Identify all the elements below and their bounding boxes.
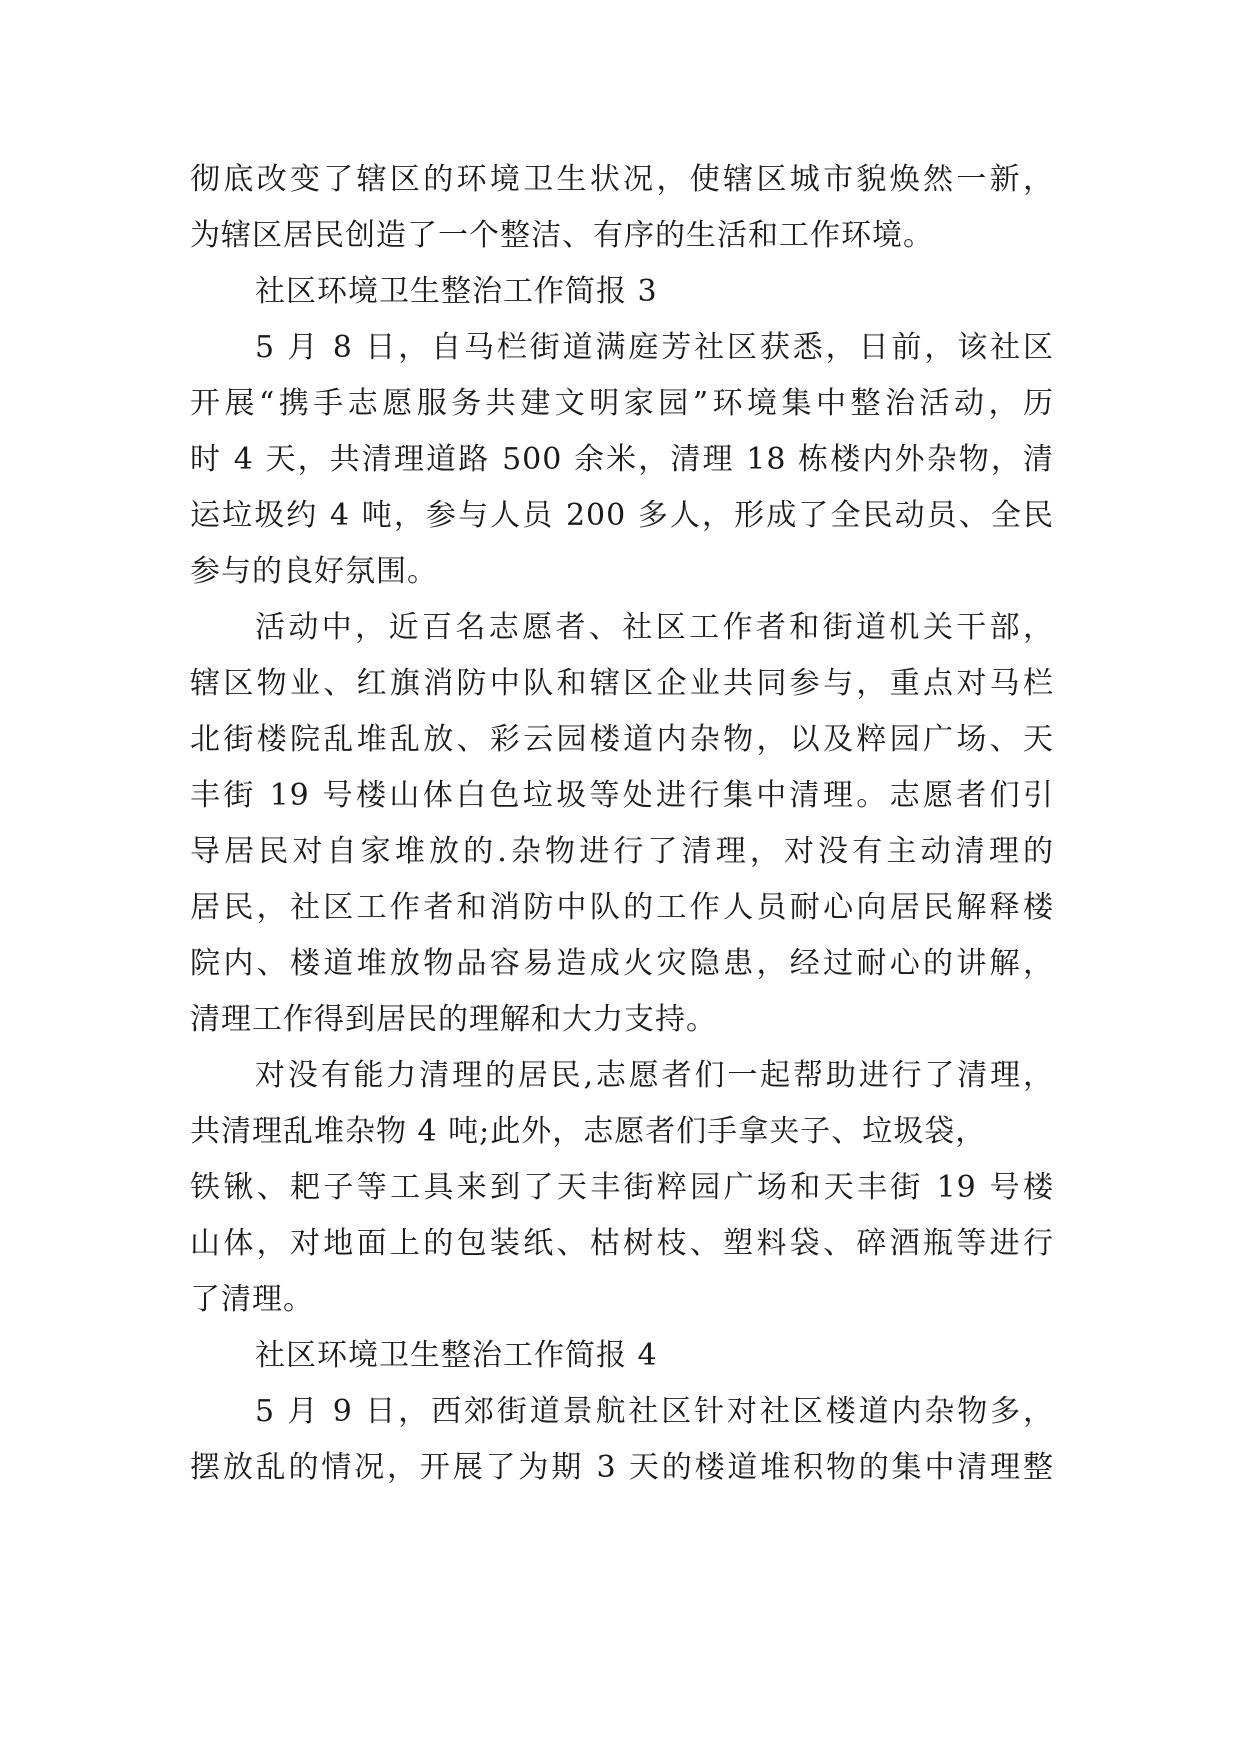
text-line: 山体，对地面上的包装纸、枯树枝、塑料袋、碎酒瓶等进行 bbox=[190, 1226, 1054, 1261]
text-line: 5 月 8 日，自马栏街道满庭芳社区获悉，日前，该社区 bbox=[255, 330, 1054, 365]
section-heading: 社区环境卫生整治工作简报 3 bbox=[255, 274, 658, 309]
text-line: 活动中，近百名志愿者、社区工作者和街道机关干部， bbox=[255, 610, 1054, 645]
text-line: 辖区物业、红旗消防中队和辖区企业共同参与，重点对马栏 bbox=[190, 666, 1054, 701]
text-line: 院内、楼道堆放物品容易造成火灾隐患，经过耐心的讲解， bbox=[190, 946, 1054, 981]
text-line: 参与的良好氛围。 bbox=[190, 554, 438, 589]
text-line: 共清理乱堆杂物 4 吨;此外，志愿者们手拿夹子、垃圾袋， bbox=[190, 1114, 987, 1149]
text-line: 对没有能力清理的居民,志愿者们一起帮助进行了清理， bbox=[255, 1058, 1054, 1093]
text-line: 为辖区居民创造了一个整洁、有序的生活和工作环境。 bbox=[190, 218, 934, 253]
text-line: 运垃圾约 4 吨，参与人员 200 多人，形成了全民动员、全民 bbox=[190, 498, 1054, 533]
text-line: 北街楼院乱堆乱放、彩云园楼道内杂物，以及粹园广场、天 bbox=[190, 722, 1054, 757]
text-line: 丰街 19 号楼山体白色垃圾等处进行集中清理。志愿者们引 bbox=[190, 778, 1054, 813]
section-heading: 社区环境卫生整治工作简报 4 bbox=[255, 1338, 658, 1373]
text-line: 了清理。 bbox=[190, 1282, 314, 1317]
text-line: 时 4 天，共清理道路 500 余米，清理 18 栋楼内外杂物，清 bbox=[190, 442, 1054, 477]
text-line: 清理工作得到居民的理解和大力支持。 bbox=[190, 1002, 717, 1037]
text-line: 导居民对自家堆放的.杂物进行了清理，对没有主动清理的 bbox=[190, 834, 1054, 869]
text-line: 5 月 9 日，西郊街道景航社区针对社区楼道内杂物多， bbox=[255, 1394, 1054, 1429]
text-line: 开展“携手志愿服务共建文明家园”环境集中整治活动，历 bbox=[190, 386, 1054, 421]
text-line: 彻底改变了辖区的环境卫生状况，使辖区城市貌焕然一新， bbox=[190, 162, 1054, 197]
text-line: 居民，社区工作者和消防中队的工作人员耐心向居民解释楼 bbox=[190, 890, 1054, 925]
text-line: 摆放乱的情况，开展了为期 3 天的楼道堆积物的集中清理整 bbox=[190, 1450, 1054, 1485]
text-line: 铁锹、耙子等工具来到了天丰街粹园广场和天丰街 19 号楼 bbox=[190, 1170, 1054, 1205]
